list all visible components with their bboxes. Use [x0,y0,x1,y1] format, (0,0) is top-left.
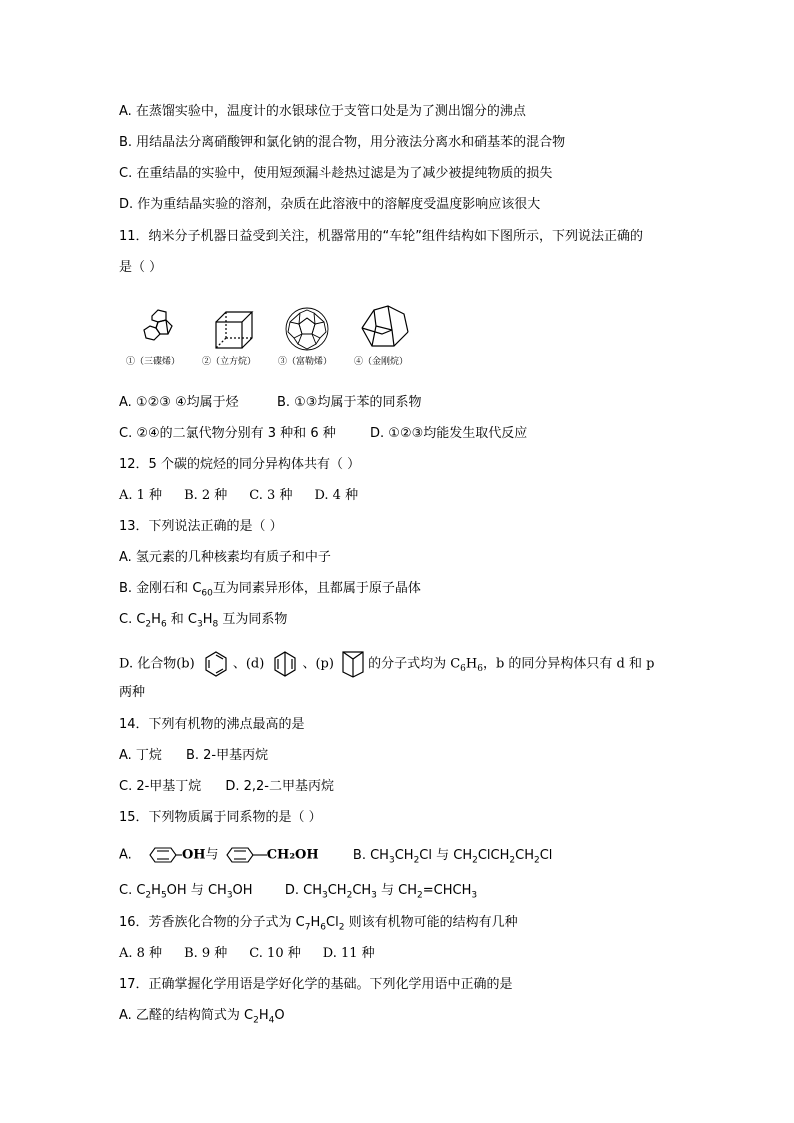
q12-option-b: B. 2 种 [184,488,228,503]
q11-stem: 11．纳米分子机器日益受到关注，机器常用的“车轮”组件结构如下图所示，下列说法正确的 [119,229,644,244]
q12-option-d: D. 4 种 [314,488,359,503]
q14-stem: 14．下列有机物的沸点最高的是 [119,717,305,732]
q11-option-b: B. ①③均属于苯的同系物 [276,395,422,410]
q15-option-a: A. OH与 CH₂OH B. $CH_3CH_2Cl$ 与 $CH_2ClCH_2CH_2Cl$ [119,847,553,866]
q11-stem-cont: 是（ ） [119,260,163,275]
q13-option-a: A. 氢元素的几种核素均有质子和中子 [119,550,331,565]
q10-option-b: B. 用结晶法分离硝酸钾和氯化钠的混合物，用分液法分离水和硝基苯的混合物 [119,135,566,150]
q12-stem: 12．5 个碳的烷烃的同分异构体共有（ ） [119,457,361,472]
hydroxyl-label: OH [181,847,206,863]
q10-option-d: D. 作为重结晶实验的溶剂，杂质在此溶液中的溶解度受温度影响应该很大 [119,197,541,212]
molecule-figure [120,300,430,372]
q11-option-c: C. ②④的二氯代物分别有 3 种和 6 种 [119,426,336,441]
q14-option-b: B. 2-甲基丙烷 [185,748,269,763]
q16-option-d: D. 11 种 [322,946,375,961]
q16-stem: 16．芳香族化合物的分子式为 $C_7H_6Cl_2$ 则该有机物可能的结构有几种 [119,915,518,933]
q14-option-a: A. 丁烷 [119,748,162,763]
phenol-ring-icon [144,846,182,864]
caption-cubane: ②（立方烷） [202,357,257,367]
prismane-p-icon [340,649,366,679]
adamantane-structure-icon [358,304,412,350]
cubane-structure-icon [212,310,256,350]
q10-option-a: A. 在蒸馏实验中，温度计的水银球位于支管口处是为了测出馏分的沸点 [119,104,526,119]
q15-option-d: D. $CH_3CH_2CH_3$ 与 $CH_2=CHCH_3$ [284,883,478,901]
ch2oh-label: CH₂OH [266,847,319,863]
q16-option-c: C. 10 种 [249,946,301,961]
q13-option-d-cont: 两种 [119,685,146,700]
q14-options-ab [119,747,268,765]
q17-option-a: A. 乙醛的结构简式为 $C_2H_4O$ [119,1008,285,1026]
q12-option-c: C. 3 种 [249,488,293,503]
q15-options-cd [119,882,477,900]
q11-options-cd [119,425,527,443]
q16-option-b: B. 9 种 [184,946,228,961]
q14-option-d: D. 2,2-二甲基丙烷 [225,779,334,794]
q15-stem: 15．下列物质属于同系物的是（ ） [119,810,322,825]
caption-fullerene: ③（富勒烯） [278,357,333,367]
q12-option-a: A. 1 种 [119,488,163,503]
q16-option-a: A. 8 种 [119,946,163,961]
q15-option-b: B. $CH_3CH_2Cl$ 与 $CH_2ClCH_2CH_2Cl$ [352,847,553,866]
triptycene-structure-icon [138,308,180,348]
q13-option-b: B. 金刚石和 $C_{60}$互为同素异形体，且都属于原子晶体 [119,581,421,599]
q11-option-d: D. ①②③均能发生取代反应 [370,426,528,441]
caption-triptycene: ①（三碟烯） [126,357,181,367]
q14-option-c: C. 2-甲基丁烷 [119,779,202,794]
fullerene-structure-icon [282,304,332,352]
q11-option-a: A. ①②③ ④均属于烃 [119,395,239,410]
q13-option-c: C. $C_2H_6$ 和 $C_3H_8$ 互为同系物 [119,612,288,630]
q15-option-c: C. $C_2H_5OH$ 与 $CH_3OH$ [119,883,253,901]
q16-options [119,945,375,963]
caption-adamantane: ④（金刚烷） [354,357,409,367]
q11-options-ab [119,394,421,412]
q13-option-d: D. 化合物(b) 、(d) 、(p) 的分子式均为 $C_6H_6$，b 的同分异构体只有 d 和 p [119,649,654,679]
q12-options [119,487,358,505]
q17-stem: 17．正确掌握化学用语是学好化学的基础。下列化学用语中正确的是 [119,977,513,992]
q13-stem: 13．下列说法正确的是（ ） [119,519,283,534]
dewar-benzene-d-icon [272,650,298,678]
q10-option-c: C. 在重结晶的实验中，使用短颈漏斗趁热过滤是为了减少被提纯物质的损失 [119,166,553,181]
benzyl-alcohol-ring-icon [223,846,267,864]
q14-options-cd [119,778,334,796]
benzene-b-icon [203,650,229,678]
